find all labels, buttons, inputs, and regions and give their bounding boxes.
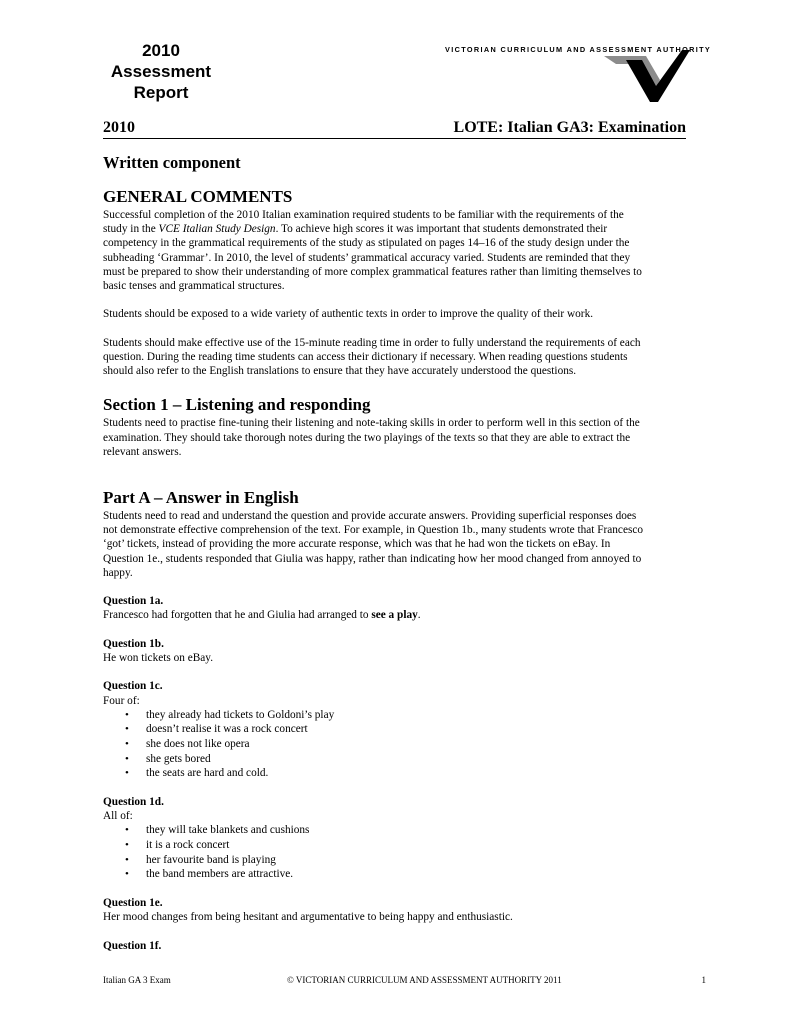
- question-1b-label: Question 1b.: [103, 637, 164, 650]
- document-body: [103, 150, 687, 953]
- document-header: [103, 118, 686, 139]
- text-line: relevant answers.: [103, 445, 182, 458]
- bullet-icon: •: [125, 868, 129, 881]
- text-line: question. During the reading time students can access their dictionary if necessary. When reading questions students: [103, 351, 628, 363]
- question-1f-label: Question 1f.: [103, 939, 162, 952]
- bullet-icon: •: [125, 738, 129, 750]
- answer-text: .: [417, 609, 421, 622]
- bullet-icon: •: [125, 723, 129, 736]
- bullet-icon: •: [125, 767, 129, 780]
- question-1e-answer: Her mood changes from being hesitant and argumentative to being happy and enthusiastic.: [103, 911, 513, 924]
- answer-emphasis: see a play: [371, 609, 418, 622]
- list-item: [103, 766, 687, 781]
- text-line: Successful completion of the 2010 Italian examination required students to be familiar with the requirements of the: [103, 209, 624, 221]
- study-design-title: VCE Italian Study Design: [158, 223, 276, 236]
- question-1c-list: [103, 708, 687, 781]
- question-1c-label: Question 1c.: [103, 680, 163, 693]
- bullet-icon: •: [125, 824, 129, 837]
- list-item: [103, 752, 687, 767]
- text-line: Students need to practise fine-tuning their listening and note-taking skills in order to perform well in this section of the: [103, 417, 640, 430]
- list-item: [103, 708, 687, 723]
- text-line: Students need to read and understand the question and provide accurate answers. Providing superficial responses does: [103, 510, 637, 523]
- list-item-text: it is a rock concert: [146, 838, 230, 851]
- footer-page-number: 1: [701, 975, 706, 985]
- report-title-line: 2010: [142, 41, 180, 60]
- part-a-paragraph: [103, 509, 687, 580]
- list-item-text: doesn’t realise it was a rock concert: [146, 723, 308, 736]
- question-1d-intro: All of:: [103, 810, 133, 823]
- authority-name: VICTORIAN CURRICULUM AND ASSESSMENT AUTHORITY: [445, 45, 712, 54]
- list-item-text: they already had tickets to Goldoni’s play: [146, 708, 335, 721]
- text-line: Students should make effective use of the 15-minute reading time in order to fully understand the requirements of each: [103, 336, 641, 349]
- text-line: happy.: [103, 566, 133, 579]
- answer-text: Francesco had forgotten that he and Giulia had arranged to: [103, 609, 372, 622]
- list-item: [103, 838, 687, 853]
- general-comments-heading: GENERAL COMMENTS: [103, 187, 293, 206]
- page-footer: [103, 975, 706, 987]
- vcaa-logo: [604, 50, 690, 102]
- list-item-text: her favourite band is playing: [146, 853, 276, 866]
- question-1a-label: Question 1a.: [103, 595, 164, 608]
- text-line: study in the: [103, 223, 159, 236]
- list-item-text: they will take blankets and cushions: [146, 824, 310, 837]
- footer-copyright: © VICTORIAN CURRICULUM AND ASSESSMENT AUTHORITY 2011: [287, 975, 562, 985]
- question-1e-label: Question 1e.: [103, 896, 163, 909]
- bullet-icon: •: [125, 853, 129, 866]
- list-item-text: the band members are attractive.: [146, 868, 294, 881]
- question-1b-answer: He won tickets on eBay.: [103, 652, 214, 665]
- footer-document-name: Italian GA 3 Exam: [103, 975, 171, 985]
- text-line: examination. They should take thorough notes during the two playings of the texts so that they are able to extract the: [103, 431, 631, 444]
- report-title-line: Report: [133, 83, 189, 102]
- text-line: ‘got’ tickets, instead of providing the more accurate response, which was that he had won the tickets on eBay. In: [103, 538, 611, 551]
- text-line: basic tenses and grammatical structures.: [103, 280, 285, 293]
- part-a-heading: Part A – Answer in English: [103, 488, 299, 508]
- section-1-paragraph: [103, 416, 687, 459]
- report-title-line: Assessment: [110, 62, 212, 81]
- question-1d-list: [103, 823, 687, 881]
- bullet-icon: •: [125, 752, 129, 765]
- report-title: [100, 40, 222, 103]
- general-comments-paragraph-2: Students should be exposed to a wide variety of authentic texts in order to improve the quality of their work.: [103, 308, 594, 321]
- bullet-icon: •: [125, 838, 129, 851]
- text-line: not demonstrate effective comprehension of the text. For example, in Question 1b., many students wrote that Francesco: [103, 524, 644, 537]
- general-comments-paragraph-1: [103, 208, 687, 293]
- list-item: [103, 867, 687, 882]
- text-line: competency in the grammatical requirements of the study as stipulated on pages 14–16 of the study design under the: [103, 237, 630, 250]
- list-item: [103, 823, 687, 838]
- general-comments-paragraph-3: [103, 336, 687, 379]
- text-line: . To achieve high scores it was important that students demonstrated their: [275, 223, 608, 236]
- question-1d-label: Question 1d.: [103, 795, 164, 808]
- text-line: should also refer to the English translations to ensure that they have accurately understood the questions.: [103, 365, 577, 378]
- list-item: [103, 722, 687, 737]
- list-item: [103, 737, 687, 752]
- question-1c-intro: Four of:: [103, 694, 140, 707]
- list-item-text: the seats are hard and cold.: [146, 767, 269, 780]
- header-year: 2010: [103, 119, 135, 136]
- written-component-heading: Written component: [103, 153, 241, 172]
- list-item-text: she gets bored: [146, 752, 211, 765]
- text-line: must be prepared to show their understanding of more complex grammatical features rather than limiting themselves to: [103, 265, 642, 278]
- text-line: subheading ‘Grammar’. In 2010, the level of students’ grammatical accuracy varied. Students are reminded that they: [103, 251, 631, 264]
- list-item-text: she does not like opera: [146, 738, 250, 750]
- list-item: [103, 853, 687, 868]
- header-subject: LOTE: Italian GA3: Examination: [453, 119, 686, 136]
- question-1a-answer: [103, 608, 687, 622]
- bullet-icon: •: [125, 708, 129, 721]
- text-line: Question 1e., students responded that Giulia was happy, rather than indicating how her mood changed from annoyed to: [103, 552, 642, 565]
- section-1-heading: Section 1 – Listening and responding: [103, 395, 371, 415]
